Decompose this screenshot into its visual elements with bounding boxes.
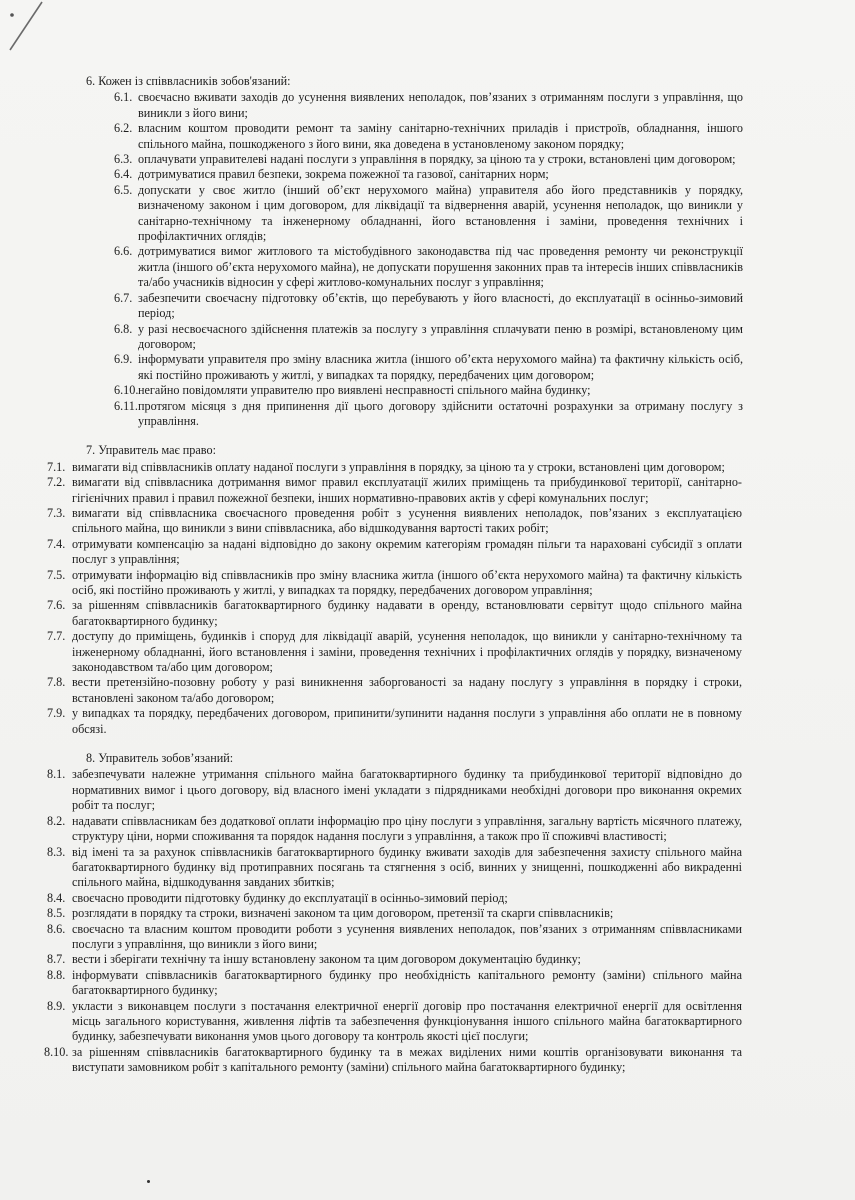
clause-text: отримувати компенсацію за надані відповідно до закону окремим категоріям громадян пільги та нараховані субсидії з оплати послуг з управління; (72, 536, 742, 567)
clause-item (0, 537, 855, 568)
clause-number: 7.9. (47, 706, 66, 721)
clause-item (0, 383, 855, 398)
clause-item (0, 1045, 855, 1076)
clause-item (0, 183, 855, 245)
clause-item (0, 845, 855, 891)
section-title: 7. Управитель має право: (86, 443, 216, 458)
clause-number: 8.1. (47, 767, 66, 782)
clause-number: 7.3. (47, 505, 66, 520)
clause-item (0, 506, 855, 537)
scan-speck (147, 1180, 150, 1183)
clause-number: 6.7. (114, 290, 133, 305)
clause-text: забезпечувати належне утримання спільного майна багатоквартирного будинку та прибудинкової території відповідно до нормативних вимог і цього договору, від власного імені укладати з підрядниками необхідні договори про виконання окремих робіт та послуг; (72, 767, 742, 813)
clause-item (0, 167, 855, 182)
clause-text: отримувати інформацію від співвласників про зміну власника житла (іншого об’єкта нерухомого майна) та фактичну кількість осіб, які постійно проживають у житлі, у випадках та порядку, передбачених договором управління; (72, 567, 742, 597)
clause-text: вимагати від співвласника своєчасного проведення робіт з усунення виявлених неполадок, пов’язаних з експлуатацією спільного майна, що виникли з вини співвласника, або відшкодування вартості таких робіт; (72, 505, 742, 536)
clause-text: вести і зберігати технічну та іншу встановлену законом та цим договором документацію будинку; (72, 952, 581, 967)
clause-text: своєчасно проводити підготовку будинку до експлуатації в осінньо-зимовий період; (72, 890, 508, 905)
clause-number: 6.6. (114, 244, 133, 259)
clause-item (0, 244, 855, 290)
clause-number: 7.5. (47, 567, 66, 582)
clause-number: 7.4. (47, 536, 66, 551)
clause-number: 6.5. (114, 182, 133, 197)
clause-number: 6.2. (114, 121, 133, 136)
document-body (0, 74, 855, 1090)
clause-text: у разі несвоєчасного здійснення платежів за послугу з управління сплачувати пеню в розмірі, встановленому цим договором; (138, 321, 743, 351)
clause-text: дотримуватися вимог житлового та містобудівного законодавства під час проведення ремонту чи реконструкції житла (іншого об’єкта нерухомого майна), не допускати порушення законних прав та інтересів інших співвласників та/або учасників відносин у сфері житлово-комунальних послуг з управління; (138, 244, 743, 290)
clause-text: у випадках та порядку, передбачених договором, припинити/зупинити надання послуги з управління або оплати не в повному обсязі. (72, 706, 742, 736)
clause-text: вимагати від співвласників оплату наданої послуги з управління в порядку, за ціною та у строки, встановлені цим договором; (72, 459, 725, 474)
clause-number: 7.7. (47, 629, 66, 644)
clause-text: надавати співвласникам без додаткової оплати інформацію про ціну послуги з управління, загальну вартість місячного платежу, структуру ціни, норми споживання та порядок надання послуги з управління, а також про її споживчі властивості; (72, 813, 742, 844)
clause-text: від імені та за рахунок співвласників багатоквартирного будинку вживати заходів для забезпечення захисту спільного майна багатоквартирного будинку від протиправних посягань та стягнення з осіб, винних у знищенні, пошкодженні або викраденні спільного майна, відшкодування завданих збитків; (72, 844, 742, 890)
clause-item (0, 706, 855, 737)
clause-item (0, 629, 855, 675)
clause-number: 7.2. (47, 475, 66, 490)
corner-pen-mark (8, 0, 48, 60)
clause-text: розглядати в порядку та строки, визначені законом та цим договором, претензії та скарги співвласників; (72, 906, 614, 921)
clause-item (0, 675, 855, 706)
clause-text: забезпечити своєчасну підготовку об’єктів, що перебувають у його власності, до експлуатації в осінньо-зимовий період; (138, 290, 743, 321)
clause-number: 6.8. (114, 321, 133, 336)
clause-item (0, 598, 855, 629)
clause-text: своєчасно та власним коштом проводити роботи з усунення виявлених неполадок, пов’язаних з отриманням співвласниками послуги з управління, що виникли з його вини; (72, 921, 742, 951)
section-title: 6. Кожен із співвласників зобов'язаний: (86, 74, 291, 88)
clause-item (0, 952, 855, 967)
clause-number: 7.1. (47, 459, 66, 474)
clause-number: 8.6. (47, 921, 66, 936)
clause-item (0, 475, 855, 506)
clause-item (0, 322, 855, 353)
clause-text: своєчасно вживати заходів до усунення виявлених неполадок, пов’язаних з отриманням послуги з управління, що виникли з його вини; (138, 90, 743, 120)
clause-text: оплачувати управителеві надані послуги з управління в порядку, за ціною та у строки, встановлені цим договором; (138, 152, 736, 167)
clause-text: допускати у своє житло (інший об’єкт нерухомого майна) управителя або його представників у порядку, визначеному законом і цим договором, для ліквідації та відвернення аварій, усунення неполадок, що виникли у санітарно-технічному та інженерному обладнанні, його встановлення і заміни, проведення технічних і профілактичних оглядів; (138, 182, 743, 244)
clause-item (0, 999, 855, 1045)
clause-number: 8.3. (47, 844, 66, 859)
clause-item (0, 891, 855, 906)
clause-item (0, 568, 855, 599)
clause-text: дотримуватися правил безпеки, зокрема пожежної та газової, санітарних норм; (138, 167, 549, 182)
clause-item (0, 814, 855, 845)
clause-item (0, 399, 855, 430)
clause-text: укласти з виконавцем послуги з постачання електричної енергії договір про постачання електричної енергії для освітлення місць загального користування, живлення ліфтів та забезпечення функціонування іншого спільного майна багатоквартирного будинку, забезпечувати виконання умов цього договору та контроль якості цієї послуги; (72, 998, 742, 1044)
clause-text: інформувати співвласників багатоквартирного будинку про необхідність капітального ремонту (заміни) спільного майна багатоквартирного будинку; (72, 967, 742, 998)
clause-item (0, 906, 855, 921)
clause-text: протягом місяця з дня припинення дії цього договору здійснити остаточні розрахунки за отриману послугу з управління. (138, 398, 743, 428)
clause-number: 7.8. (47, 675, 66, 690)
section-title: 8. Управитель зобов’язаний: (86, 751, 234, 766)
clause-item (0, 767, 855, 813)
clause-text: власним коштом проводити ремонт та заміну санітарно-технічних приладів і пристроїв, обладнання, іншого спільного майна, пошкодженого з його вини, яка доведена в установленому законом порядку; (138, 121, 743, 151)
clause-number: 6.10. (114, 383, 139, 398)
section-manager-obligations (0, 751, 855, 1076)
clause-text: за рішенням співвласників багатоквартирного будинку надавати в оренду, встановлювати сервітут щодо спільного майна багатоквартирного будинку; (72, 598, 742, 628)
clause-number: 8.7. (47, 952, 66, 967)
clause-number: 6.3. (114, 152, 133, 167)
clause-number: 8.2. (47, 813, 66, 828)
section-owner-obligations (0, 74, 855, 429)
clause-item (0, 90, 855, 121)
clause-number: 8.10. (44, 1044, 69, 1059)
clause-text: доступу до приміщень, будинків і споруд для ліквідації аварій, усунення неполадок, що виникли у санітарно-технічному та інженерному обладнанні, його встановлення і заміни, проведення технічних і профілактичних оглядів у порядку, визначеному законодавством та/або цим договором; (72, 629, 742, 675)
clause-item (0, 121, 855, 152)
clause-text: негайно повідомляти управителю про виявлені несправності спільного майна будинку; (138, 383, 591, 398)
clause-text: вимагати від співвласника дотримання вимог правил експлуатації жилих приміщень та прибудинкової території, санітарно-гігієнічних правил і правил пожежної безпеки, інших нормативно-правових актів у сфері комунальних послуг; (72, 475, 742, 505)
clause-number: 8.8. (47, 967, 66, 982)
clause-number: 8.9. (47, 998, 66, 1013)
clause-text: вести претензійно-позовну роботу у разі виникнення заборгованості за надану послугу з управління в порядку і строки, встановлені законом та/або договором; (72, 675, 742, 705)
clause-number: 8.4. (47, 890, 66, 905)
clause-number: 6.1. (114, 90, 133, 105)
clause-item (0, 968, 855, 999)
clause-item (0, 291, 855, 322)
clause-item (0, 922, 855, 953)
clause-item (0, 460, 855, 475)
clause-text: за рішенням співвласників багатоквартирного будинку та в межах виділених ними коштів організовувати виконання та виступати замовником робіт з капітального ремонту (заміни) спільного майна багатоквартирного будинку; (72, 1044, 742, 1075)
clause-number: 7.6. (47, 598, 66, 613)
clause-number: 6.4. (114, 167, 133, 182)
section-manager-rights (0, 443, 855, 737)
clause-text: інформувати управителя про зміну власника житла (іншого об’єкта нерухомого майна) та фактичну кількість осіб, які постійно проживають у житлі, у випадках та порядку, передбачених цим договором; (138, 352, 743, 382)
clause-number: 6.9. (114, 352, 133, 367)
clause-item (0, 352, 855, 383)
clause-number: 6.11. (114, 398, 138, 413)
clause-item (0, 152, 855, 167)
clause-number: 8.5. (47, 906, 66, 921)
